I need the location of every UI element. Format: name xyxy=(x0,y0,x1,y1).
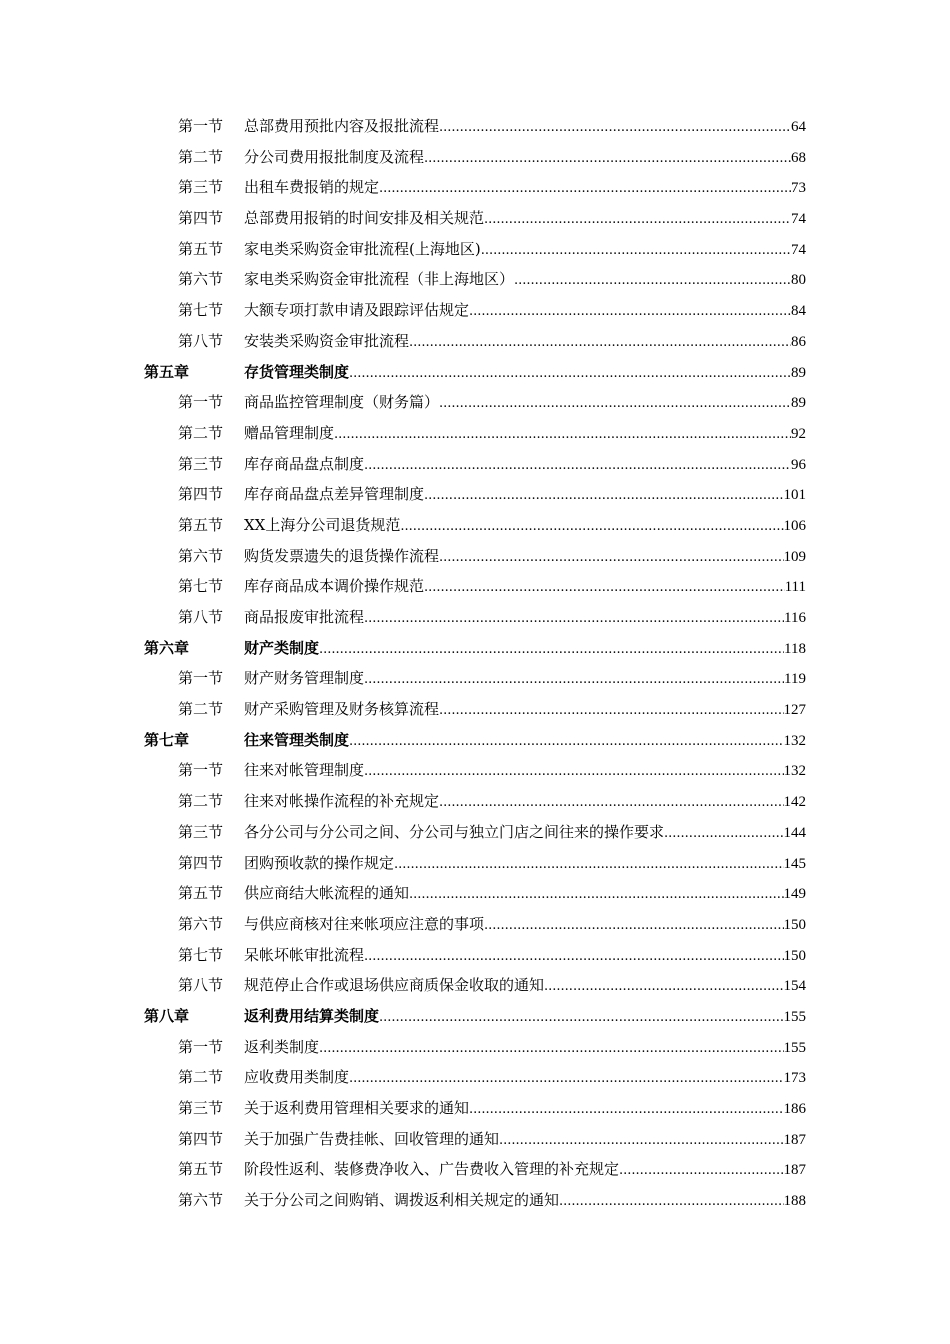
page-number: 186 xyxy=(783,1101,806,1117)
entry-title: 大额专项打款申请及跟踪评估规定 xyxy=(244,301,470,320)
entry-title: 总部费用报销的时间安排及相关规范 xyxy=(244,209,485,228)
page-number: 101 xyxy=(783,487,806,504)
dot-leader xyxy=(319,635,784,666)
entry-title: 库存商品盘点差异管理制度 xyxy=(244,485,425,504)
page-number: 74 xyxy=(791,211,806,228)
section-number: 第二节 xyxy=(178,1068,224,1087)
section-number: 第三节 xyxy=(178,822,224,841)
toc-section-row[interactable] xyxy=(0,295,950,326)
entry-title: 赠品管理制度 xyxy=(244,423,335,442)
page-number: 106 xyxy=(783,517,806,534)
page-number: 89 xyxy=(791,364,806,381)
page-number: 150 xyxy=(783,947,806,964)
section-number: 第五节 xyxy=(178,1160,224,1179)
dot-leader xyxy=(424,481,783,512)
dot-leader xyxy=(559,1187,783,1218)
toc-entry xyxy=(244,1124,806,1155)
entry-title: 返利类制度 xyxy=(244,1037,320,1056)
entry-title: 购货发票遗失的退货操作流程 xyxy=(244,546,440,565)
page-number: 73 xyxy=(791,180,806,197)
toc-section-row[interactable] xyxy=(0,203,950,234)
toc-section-row[interactable] xyxy=(0,1124,950,1155)
toc-entry xyxy=(244,663,806,694)
toc-section-row[interactable] xyxy=(0,786,950,817)
toc-section-row[interactable] xyxy=(0,940,950,971)
dot-leader xyxy=(349,1064,783,1095)
section-number: 第二节 xyxy=(178,792,224,811)
dot-leader xyxy=(364,451,791,482)
toc-chapter-row[interactable] xyxy=(0,633,950,664)
dot-leader xyxy=(319,1034,783,1065)
entry-title: 呆帐坏帐审批流程 xyxy=(244,945,365,964)
toc-entry xyxy=(244,541,806,572)
chapter-number: 第五章 xyxy=(144,362,190,381)
section-number: 第四节 xyxy=(178,1129,224,1148)
section-number: 第五节 xyxy=(178,884,224,903)
dot-leader xyxy=(439,543,783,574)
toc-entry xyxy=(244,142,806,173)
section-number: 第六节 xyxy=(178,914,224,933)
dot-leader xyxy=(484,911,783,942)
toc-section-row[interactable] xyxy=(0,1062,950,1093)
section-number: 第一节 xyxy=(178,117,224,135)
dot-leader xyxy=(400,512,783,543)
toc-entry xyxy=(244,172,806,203)
toc-entry xyxy=(244,203,806,234)
section-number: 第三节 xyxy=(178,178,224,197)
dot-leader xyxy=(439,113,791,144)
entry-title: 财产采购管理及财务核算流程 xyxy=(244,700,440,719)
toc-entry xyxy=(244,848,806,879)
toc-section-row[interactable] xyxy=(0,418,950,449)
toc-section-row[interactable] xyxy=(0,694,950,725)
entry-title: 关于返利费用管理相关要求的通知 xyxy=(244,1099,470,1117)
section-number: 第一节 xyxy=(178,393,224,412)
page-number: 68 xyxy=(791,149,806,166)
entry-title: 返利费用结算类制度 xyxy=(244,1006,380,1025)
toc-section-row[interactable] xyxy=(0,571,950,602)
dot-leader xyxy=(484,205,791,236)
toc-entry xyxy=(244,1185,806,1216)
toc-entry xyxy=(244,326,806,357)
toc-entry xyxy=(244,909,806,940)
dot-leader xyxy=(364,757,783,788)
page-number: 155 xyxy=(783,1008,806,1025)
dot-leader xyxy=(619,1156,783,1187)
dot-leader xyxy=(334,420,791,451)
page-number: 92 xyxy=(791,425,806,442)
toc-entry xyxy=(244,571,806,602)
page-number: 144 xyxy=(783,824,806,841)
toc-section-row[interactable] xyxy=(0,510,950,541)
dot-leader xyxy=(379,174,791,205)
page-number: 96 xyxy=(791,456,806,473)
toc-entry xyxy=(244,1062,806,1093)
entry-title: XX上海分公司退货规范 xyxy=(244,515,401,534)
section-number: 第六节 xyxy=(178,546,224,565)
section-number: 第一节 xyxy=(178,761,224,780)
toc-entry xyxy=(244,1154,806,1185)
page-number: 155 xyxy=(783,1039,806,1056)
toc-entry xyxy=(244,264,806,295)
entry-title: 往来管理类制度 xyxy=(244,730,350,749)
page-number: 89 xyxy=(791,395,806,412)
toc-entry xyxy=(244,1093,806,1124)
entry-title: 阶段性返利、装修费净收入、广告费收入管理的补充规定 xyxy=(244,1160,620,1179)
entry-title: 家电类采购资金审批流程（非上海地区） xyxy=(244,270,515,289)
dot-leader xyxy=(544,972,783,1003)
dot-leader xyxy=(664,819,783,850)
toc-entry xyxy=(244,970,806,1001)
section-number: 第二节 xyxy=(178,700,224,719)
dot-leader xyxy=(439,389,791,420)
toc-entry xyxy=(244,295,806,326)
toc-section-row[interactable] xyxy=(0,111,950,142)
toc-entry xyxy=(244,1001,806,1032)
section-number: 第八节 xyxy=(178,331,224,350)
entry-title: 商品报废审批流程 xyxy=(244,608,365,626)
toc-section-row[interactable] xyxy=(0,848,950,879)
toc-chapter-row[interactable] xyxy=(0,357,950,388)
section-number: 第二节 xyxy=(178,147,224,166)
dot-leader xyxy=(469,297,791,328)
section-number: 第三节 xyxy=(178,454,224,473)
chapter-number: 第七章 xyxy=(144,730,190,749)
page-number: 109 xyxy=(783,548,806,565)
toc-section-row[interactable] xyxy=(0,878,950,909)
entry-title: 财产财务管理制度 xyxy=(244,669,365,688)
toc-entry xyxy=(244,878,806,909)
entry-title: 财产类制度 xyxy=(244,638,320,657)
dot-leader xyxy=(469,1095,783,1126)
dot-leader xyxy=(424,573,785,604)
dot-leader xyxy=(349,727,783,758)
dot-leader xyxy=(349,359,791,390)
toc-entry xyxy=(244,449,806,480)
section-number: 第四节 xyxy=(178,485,224,504)
toc-entry xyxy=(244,602,806,633)
entry-title: 团购预收款的操作规定 xyxy=(244,853,395,872)
toc-section-row[interactable] xyxy=(0,1154,950,1185)
toc-entry xyxy=(244,817,806,848)
toc-section-row[interactable] xyxy=(0,663,950,694)
entry-title: 总部费用预批内容及报批流程 xyxy=(244,117,440,135)
section-number: 第一节 xyxy=(178,669,224,688)
entry-title: 安装类采购资金审批流程 xyxy=(244,331,410,350)
toc-chapter-row[interactable] xyxy=(0,1001,950,1032)
page-number: 154 xyxy=(783,978,806,995)
page-number: 80 xyxy=(791,272,806,289)
page-number: 64 xyxy=(791,119,806,135)
page-number: 86 xyxy=(791,333,806,350)
entry-title: 存货管理类制度 xyxy=(244,362,350,381)
entry-title: 商品监控管理制度（财务篇） xyxy=(244,393,440,412)
dot-leader xyxy=(424,144,791,175)
toc-section-row[interactable] xyxy=(0,387,950,418)
page-number: 74 xyxy=(791,241,806,258)
entry-title: 应收费用类制度 xyxy=(244,1068,350,1087)
toc-section-row[interactable] xyxy=(0,172,950,203)
toc-entry xyxy=(244,479,806,510)
page-number: 142 xyxy=(783,794,806,811)
toc-section-row[interactable] xyxy=(0,1185,950,1216)
toc-entry xyxy=(244,694,806,725)
entry-title: 关于分公司之间购销、调拨返利相关规定的通知 xyxy=(244,1191,560,1210)
toc-section-row[interactable] xyxy=(0,970,950,1001)
toc-entry xyxy=(244,1032,806,1063)
page-number: 116 xyxy=(784,610,806,626)
toc-chapter-row[interactable] xyxy=(0,725,950,756)
dot-leader xyxy=(364,604,784,635)
toc-entry xyxy=(244,418,806,449)
toc-entry xyxy=(244,725,806,756)
entry-title: 规范停止合作或退场供应商质保金收取的通知 xyxy=(244,976,545,995)
entry-title: 库存商品成本调价操作规范 xyxy=(244,577,425,596)
section-number: 第三节 xyxy=(178,1099,224,1117)
toc-section-row[interactable] xyxy=(0,264,950,295)
toc-entry xyxy=(244,111,806,142)
page-number: 84 xyxy=(791,303,806,320)
toc-section-row[interactable] xyxy=(0,817,950,848)
dot-leader xyxy=(394,850,783,881)
page-number: 145 xyxy=(783,855,806,872)
section-number: 第八节 xyxy=(178,608,224,626)
page-number: 118 xyxy=(784,640,806,657)
toc-entry xyxy=(244,940,806,971)
dot-leader xyxy=(514,266,791,297)
toc-entry xyxy=(244,387,806,418)
toc-section-row[interactable] xyxy=(0,602,950,633)
toc-entry xyxy=(244,633,806,664)
entry-title: 出租车费报销的规定 xyxy=(244,178,380,197)
page-number: 132 xyxy=(783,763,806,780)
toc-section-row[interactable] xyxy=(0,234,950,265)
section-number: 第六节 xyxy=(178,270,224,289)
table-of-contents xyxy=(0,111,950,1216)
page-number: 188 xyxy=(783,1193,806,1210)
section-number: 第七节 xyxy=(178,945,224,964)
toc-section-row[interactable] xyxy=(0,1032,950,1063)
section-number: 第四节 xyxy=(178,853,224,872)
page-number: 132 xyxy=(783,732,806,749)
section-number: 第五节 xyxy=(178,515,224,534)
dot-leader xyxy=(364,942,783,973)
chapter-number: 第八章 xyxy=(144,1006,190,1025)
page-number: 119 xyxy=(784,671,806,688)
dot-leader xyxy=(409,880,783,911)
dot-leader xyxy=(379,1003,783,1034)
toc-section-row[interactable] xyxy=(0,1093,950,1124)
entry-title: 与供应商核对往来帐项应注意的事项 xyxy=(244,914,485,933)
page-number: 111 xyxy=(784,579,806,596)
toc-section-row[interactable] xyxy=(0,142,950,173)
entry-title: 供应商结大帐流程的通知 xyxy=(244,884,410,903)
section-number: 第七节 xyxy=(178,301,224,320)
toc-entry xyxy=(244,755,806,786)
entry-title: 往来对帐操作流程的补充规定 xyxy=(244,792,440,811)
dot-leader xyxy=(439,696,783,727)
section-number: 第七节 xyxy=(178,577,224,596)
page-number: 173 xyxy=(783,1070,806,1087)
toc-section-row[interactable] xyxy=(0,755,950,786)
toc-section-row[interactable] xyxy=(0,449,950,480)
section-number: 第二节 xyxy=(178,423,224,442)
section-number: 第八节 xyxy=(178,976,224,995)
dot-leader xyxy=(499,1126,783,1157)
dot-leader xyxy=(439,788,783,819)
entry-title: 库存商品盘点制度 xyxy=(244,454,365,473)
page-number: 127 xyxy=(783,702,806,719)
chapter-number: 第六章 xyxy=(144,638,190,657)
toc-section-row[interactable] xyxy=(0,326,950,357)
entry-title: 关于加强广告费挂帐、回收管理的通知 xyxy=(244,1129,500,1148)
toc-entry xyxy=(244,357,806,388)
dot-leader xyxy=(409,328,791,359)
section-number: 第四节 xyxy=(178,209,224,228)
entry-title: 各分公司与分公司之间、分公司与独立门店之间往来的操作要求 xyxy=(244,822,665,841)
page-number: 149 xyxy=(783,886,806,903)
page-number: 187 xyxy=(783,1162,806,1179)
dot-leader xyxy=(364,665,784,696)
toc-entry xyxy=(244,510,806,541)
toc-entry xyxy=(244,786,806,817)
page-number: 150 xyxy=(783,916,806,933)
toc-entry xyxy=(244,234,806,265)
section-number: 第六节 xyxy=(178,1191,224,1210)
entry-title: 分公司费用报批制度及流程 xyxy=(244,147,425,166)
toc-section-row[interactable] xyxy=(0,479,950,510)
dot-leader xyxy=(481,236,791,267)
toc-section-row[interactable] xyxy=(0,909,950,940)
toc-section-row[interactable] xyxy=(0,541,950,572)
entry-title: 往来对帐管理制度 xyxy=(244,761,365,780)
section-number: 第五节 xyxy=(178,239,224,258)
page-number: 187 xyxy=(783,1131,806,1148)
entry-title: 家电类采购资金审批流程(上海地区) xyxy=(244,239,481,258)
section-number: 第一节 xyxy=(178,1037,224,1056)
